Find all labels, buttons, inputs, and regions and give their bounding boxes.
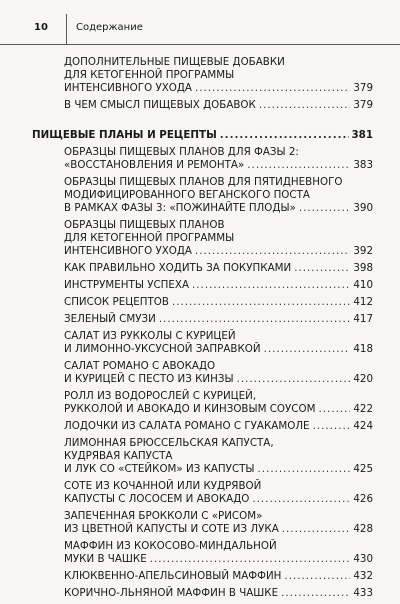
toc-page-number: 428 bbox=[353, 523, 373, 535]
dot-leader bbox=[299, 202, 351, 215]
toc-entry bbox=[64, 480, 373, 506]
toc-page-number: 412 bbox=[353, 296, 373, 308]
toc-entry-last-line bbox=[64, 82, 373, 95]
toc-page-number: 417 bbox=[353, 313, 373, 325]
toc-entry bbox=[64, 587, 373, 600]
running-title: Содержание bbox=[76, 22, 143, 33]
dot-leader bbox=[195, 82, 350, 95]
toc-page-number: 392 bbox=[353, 245, 373, 257]
toc-entry-last-line bbox=[64, 403, 373, 416]
toc-entry bbox=[64, 330, 373, 356]
toc-entry-last-line bbox=[64, 296, 373, 309]
toc-entry bbox=[64, 99, 373, 112]
toc-section-heading bbox=[32, 129, 373, 142]
toc-entry-title-line: КЛЮКВЕННО-АПЕЛЬСИНОВЫЙ МАФФИН bbox=[64, 570, 282, 582]
dot-leader bbox=[282, 523, 351, 536]
toc-entry-title-line: КУДРЯВАЯ КАПУСТА bbox=[64, 450, 173, 462]
toc-page-number: 432 bbox=[353, 570, 373, 582]
dot-leader bbox=[319, 403, 351, 416]
toc-page-number: 379 bbox=[353, 82, 373, 94]
toc-entry-last-line bbox=[64, 587, 373, 600]
dot-leader bbox=[172, 296, 350, 309]
toc-entry-title-line: И ЛУК СО «СТЕЙКОМ» ИЗ КАПУСТЫ bbox=[64, 463, 255, 475]
toc-page-number: 410 bbox=[353, 279, 373, 291]
toc-entry-title-line: «ВОССТАНОВЛЕНИЯ И РЕМОНТА» bbox=[64, 159, 245, 171]
toc-entry bbox=[64, 296, 373, 309]
dot-leader bbox=[195, 245, 350, 258]
toc-entry-title-line: В РАМКАХ ФАЗЫ 3: «ПОЖИНАЙТЕ ПЛОДЫ» bbox=[64, 202, 296, 214]
toc-entry bbox=[64, 540, 373, 566]
toc-entry-last-line bbox=[64, 493, 373, 506]
toc-entry-title-line: ОБРАЗЦЫ ПИЩЕВЫХ ПЛАНОВ ДЛЯ ФАЗЫ 2: bbox=[64, 146, 299, 158]
toc-entry bbox=[64, 279, 373, 292]
toc-page-number: 398 bbox=[353, 262, 373, 274]
toc-entry-title-line: ЛИМОННАЯ БРЮССЕЛЬСКАЯ КАПУСТА, bbox=[64, 437, 274, 449]
toc-entry-title-line: СОТЕ ИЗ КОЧАННОЙ ИЛИ КУДРЯВОЙ bbox=[64, 480, 262, 492]
toc-page-number: 418 bbox=[353, 343, 373, 355]
toc-page-number: 425 bbox=[353, 463, 373, 475]
toc-page-number: 381 bbox=[351, 129, 373, 141]
page-number: 10 bbox=[34, 22, 48, 33]
toc-entry bbox=[64, 570, 373, 583]
toc-entry bbox=[64, 390, 373, 416]
toc-entry-last-line bbox=[64, 373, 373, 386]
dot-leader bbox=[192, 279, 350, 292]
toc-entry-last-line bbox=[64, 99, 373, 112]
toc-entry-title-line: И ЛИМОННО-УКСУСНОЙ ЗАПРАВКОЙ bbox=[64, 343, 261, 355]
toc-entry-last-line bbox=[32, 129, 373, 142]
toc-entry-last-line bbox=[64, 202, 373, 215]
toc-entry bbox=[64, 56, 373, 95]
section-spacer bbox=[0, 116, 400, 129]
toc-entry-title-line: ЗЕЛЕНЫЙ СМУЗИ bbox=[64, 313, 156, 325]
toc-entry-last-line bbox=[64, 343, 373, 356]
dot-leader bbox=[150, 553, 351, 566]
dot-leader bbox=[284, 570, 350, 583]
toc-entry-last-line bbox=[64, 463, 373, 476]
dot-leader bbox=[247, 159, 350, 172]
toc-entry-title-line: РУККОЛОЙ И АВОКАДО И КИНЗОВЫМ СОУСОМ bbox=[64, 403, 316, 415]
toc-entry bbox=[64, 313, 373, 326]
toc-page-number: 379 bbox=[353, 99, 373, 111]
toc-entry-title-line: ДОПОЛНИТЕЛЬНЫЕ ПИЩЕВЫЕ ДОБАВКИ bbox=[64, 56, 285, 68]
dot-leader bbox=[259, 99, 350, 112]
toc-page-number: 433 bbox=[353, 587, 373, 599]
toc-page-number: 424 bbox=[353, 420, 373, 432]
toc-entry-last-line bbox=[64, 262, 373, 275]
toc-entry-title-line: ОБРАЗЦЫ ПИЩЕВЫХ ПЛАНОВ bbox=[64, 219, 225, 231]
toc-page-number: 383 bbox=[353, 159, 373, 171]
toc-entry-title-line: МУКИ В ЧАШКЕ bbox=[64, 553, 147, 565]
toc-entry-last-line bbox=[64, 279, 373, 292]
toc-entry-last-line bbox=[64, 313, 373, 326]
toc-entry-title-line: ПИЩЕВЫЕ ПЛАНЫ И РЕЦЕПТЫ bbox=[32, 129, 217, 141]
dot-leader bbox=[294, 262, 350, 275]
toc-entry bbox=[64, 146, 373, 172]
dot-leader bbox=[264, 343, 351, 356]
toc-entry-title-line: ИНТЕНСИВНОГО УХОДА bbox=[64, 245, 192, 257]
toc-entry-title-line: МОДИФИЦИРОВАННОГО ВЕГАНСКОГО ПОСТА bbox=[64, 189, 310, 201]
toc-entry-title-line: В ЧЕМ СМЫСЛ ПИЩЕВЫХ ДОБАВОК bbox=[64, 99, 256, 111]
toc-entry-last-line bbox=[64, 420, 373, 433]
toc-entry-title-line: ЗАПЕЧЕННАЯ БРОККОЛИ С «РИСОМ» bbox=[64, 510, 263, 522]
toc-entry-title-line: ДЛЯ КЕТОГЕННОЙ ПРОГРАММЫ bbox=[64, 232, 235, 244]
toc-entry-title-line: ИНСТРУМЕНТЫ УСПЕХА bbox=[64, 279, 190, 291]
toc-entry-title-line: КАПУСТЫ С ЛОСОСЕМ И АВОКАДО bbox=[64, 493, 250, 505]
toc-entry-last-line bbox=[64, 245, 373, 258]
toc-page-number: 430 bbox=[353, 553, 373, 565]
toc-entry bbox=[64, 360, 373, 386]
toc-entry-title-line: И КУРИЦЕЙ С ПЕСТО ИЗ КИНЗЫ bbox=[64, 373, 234, 385]
toc-entry-title-line: КАК ПРАВИЛЬНО ХОДИТЬ ЗА ПОКУПКАМИ bbox=[64, 262, 292, 274]
toc-page-number: 390 bbox=[353, 202, 373, 214]
toc-entry bbox=[64, 176, 373, 215]
dot-leader bbox=[159, 313, 351, 326]
toc-entry bbox=[64, 219, 373, 258]
dot-leader bbox=[237, 373, 351, 386]
toc-entry-last-line bbox=[64, 159, 373, 172]
toc-entry-title-line: САЛАТ РОМАНО С АВОКАДО bbox=[64, 360, 216, 372]
toc-entry-last-line bbox=[64, 553, 373, 566]
toc-entry-last-line bbox=[64, 570, 373, 583]
toc-entry-title-line: РОЛЛ ИЗ ВОДОРОСЛЕЙ С КУРИЦЕЙ, bbox=[64, 390, 257, 402]
toc-entry-title-line: САЛАТ ИЗ РУККОЛЫ С КУРИЦЕЙ bbox=[64, 330, 236, 342]
dot-leader bbox=[313, 420, 351, 433]
toc-page-number: 422 bbox=[353, 403, 373, 415]
dot-leader bbox=[258, 463, 351, 476]
toc-entry bbox=[64, 437, 373, 476]
table-of-contents bbox=[0, 56, 400, 604]
toc-entry-title-line: ИНТЕНСИВНОГО УХОДА bbox=[64, 82, 192, 94]
dot-leader bbox=[220, 129, 349, 142]
page-header bbox=[0, 0, 400, 45]
toc-entry-title-line: ОБРАЗЦЫ ПИЩЕВЫХ ПЛАНОВ ДЛЯ ПЯТИДНЕВНОГО bbox=[64, 176, 343, 188]
toc-entry-title-line: ДЛЯ КЕТОГЕННОЙ ПРОГРАММЫ bbox=[64, 69, 235, 81]
toc-entry-last-line bbox=[64, 523, 373, 536]
dot-leader bbox=[281, 587, 350, 600]
toc-page-number: 426 bbox=[353, 493, 373, 505]
toc-entry-title-line: СПИСОК РЕЦЕПТОВ bbox=[64, 296, 169, 308]
toc-entry-title-line: ЛОДОЧКИ ИЗ САЛАТА РОМАНО С ГУАКАМОЛЕ bbox=[64, 420, 310, 432]
toc-entry-title-line: ИЗ ЦВЕТНОЙ КАПУСТЫ И СОТЕ ИЗ ЛУКА bbox=[64, 523, 279, 535]
header-divider bbox=[66, 14, 67, 44]
toc-entry-title-line: КОРИЧНО-ЛЬНЯНОЙ МАФФИН В ЧАШКЕ bbox=[64, 587, 279, 599]
toc-entry bbox=[64, 262, 373, 275]
toc-entry bbox=[64, 510, 373, 536]
toc-entry bbox=[64, 420, 373, 433]
dot-leader bbox=[252, 493, 350, 506]
toc-page-number: 420 bbox=[353, 373, 373, 385]
toc-entry-title-line: МАФФИН ИЗ КОКОСОВО-МИНДАЛЬНОЙ bbox=[64, 540, 277, 552]
